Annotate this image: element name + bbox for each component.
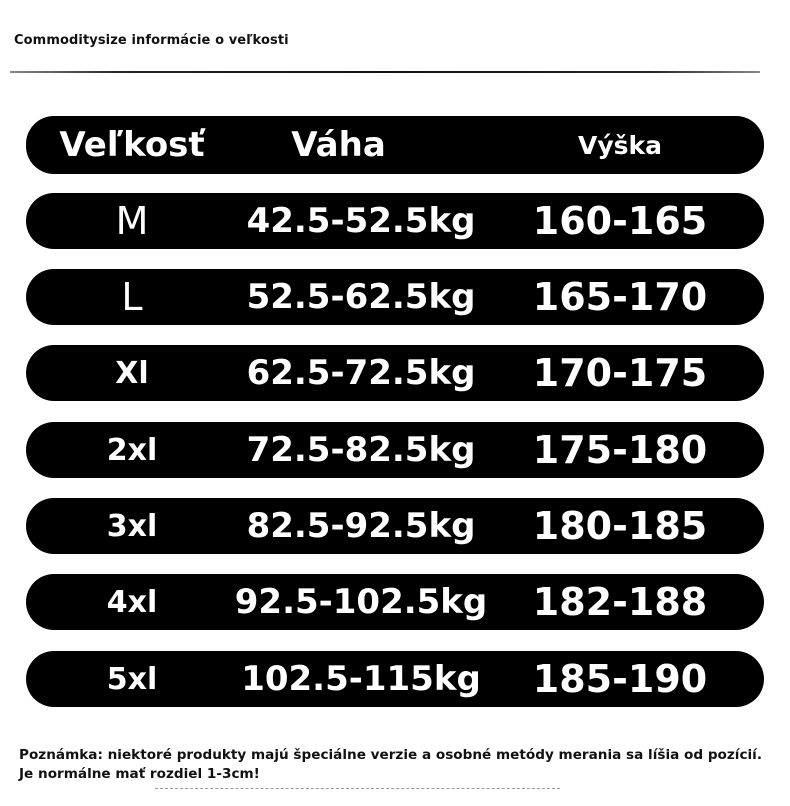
measurement-note: Poznámka: niektoré produkty majú špeciálne verzie a osobné metódy merania sa líšia od pozícií. Je normálne mať rozdiel 1-3cm!: [19, 747, 762, 782]
row-size: L: [121, 275, 143, 319]
header-height: Výška: [577, 130, 663, 160]
row-size: 4xl: [106, 584, 158, 620]
table-row: [26, 574, 764, 630]
table-header-row: [26, 116, 764, 174]
table-row: [26, 651, 764, 707]
row-weight: 82.5-92.5kg: [246, 506, 476, 546]
table-row: [26, 269, 764, 325]
table-row: [26, 193, 764, 249]
row-height: 165-170: [532, 275, 708, 319]
row-weight: 72.5-82.5kg: [246, 430, 476, 470]
row-size: M: [115, 199, 149, 243]
row-size: Xl: [115, 355, 149, 391]
heading-divider: [10, 71, 760, 73]
header-size: Veľkosť: [59, 125, 205, 165]
row-size: 5xl: [106, 661, 158, 697]
row-weight: 52.5-62.5kg: [246, 277, 476, 317]
row-height: 170-175: [532, 351, 708, 395]
row-height: 180-185: [532, 504, 708, 548]
page-title: Commoditysize informácie o veľkosti: [14, 33, 289, 48]
table-row: [26, 345, 764, 401]
table-row: [26, 422, 764, 478]
row-height: 185-190: [532, 657, 708, 701]
table-row: [26, 498, 764, 554]
row-height: 160-165: [532, 199, 708, 243]
row-weight: 62.5-72.5kg: [246, 353, 476, 393]
row-weight: 102.5-115kg: [241, 659, 481, 699]
row-size: 3xl: [106, 508, 158, 544]
note-divider: [155, 788, 560, 789]
row-weight: 42.5-52.5kg: [246, 201, 476, 241]
header-weight: Váha: [291, 125, 386, 165]
row-height: 182-188: [532, 580, 708, 624]
row-size: 2xl: [106, 432, 158, 468]
row-height: 175-180: [532, 428, 708, 472]
row-weight: 92.5-102.5kg: [234, 582, 488, 622]
